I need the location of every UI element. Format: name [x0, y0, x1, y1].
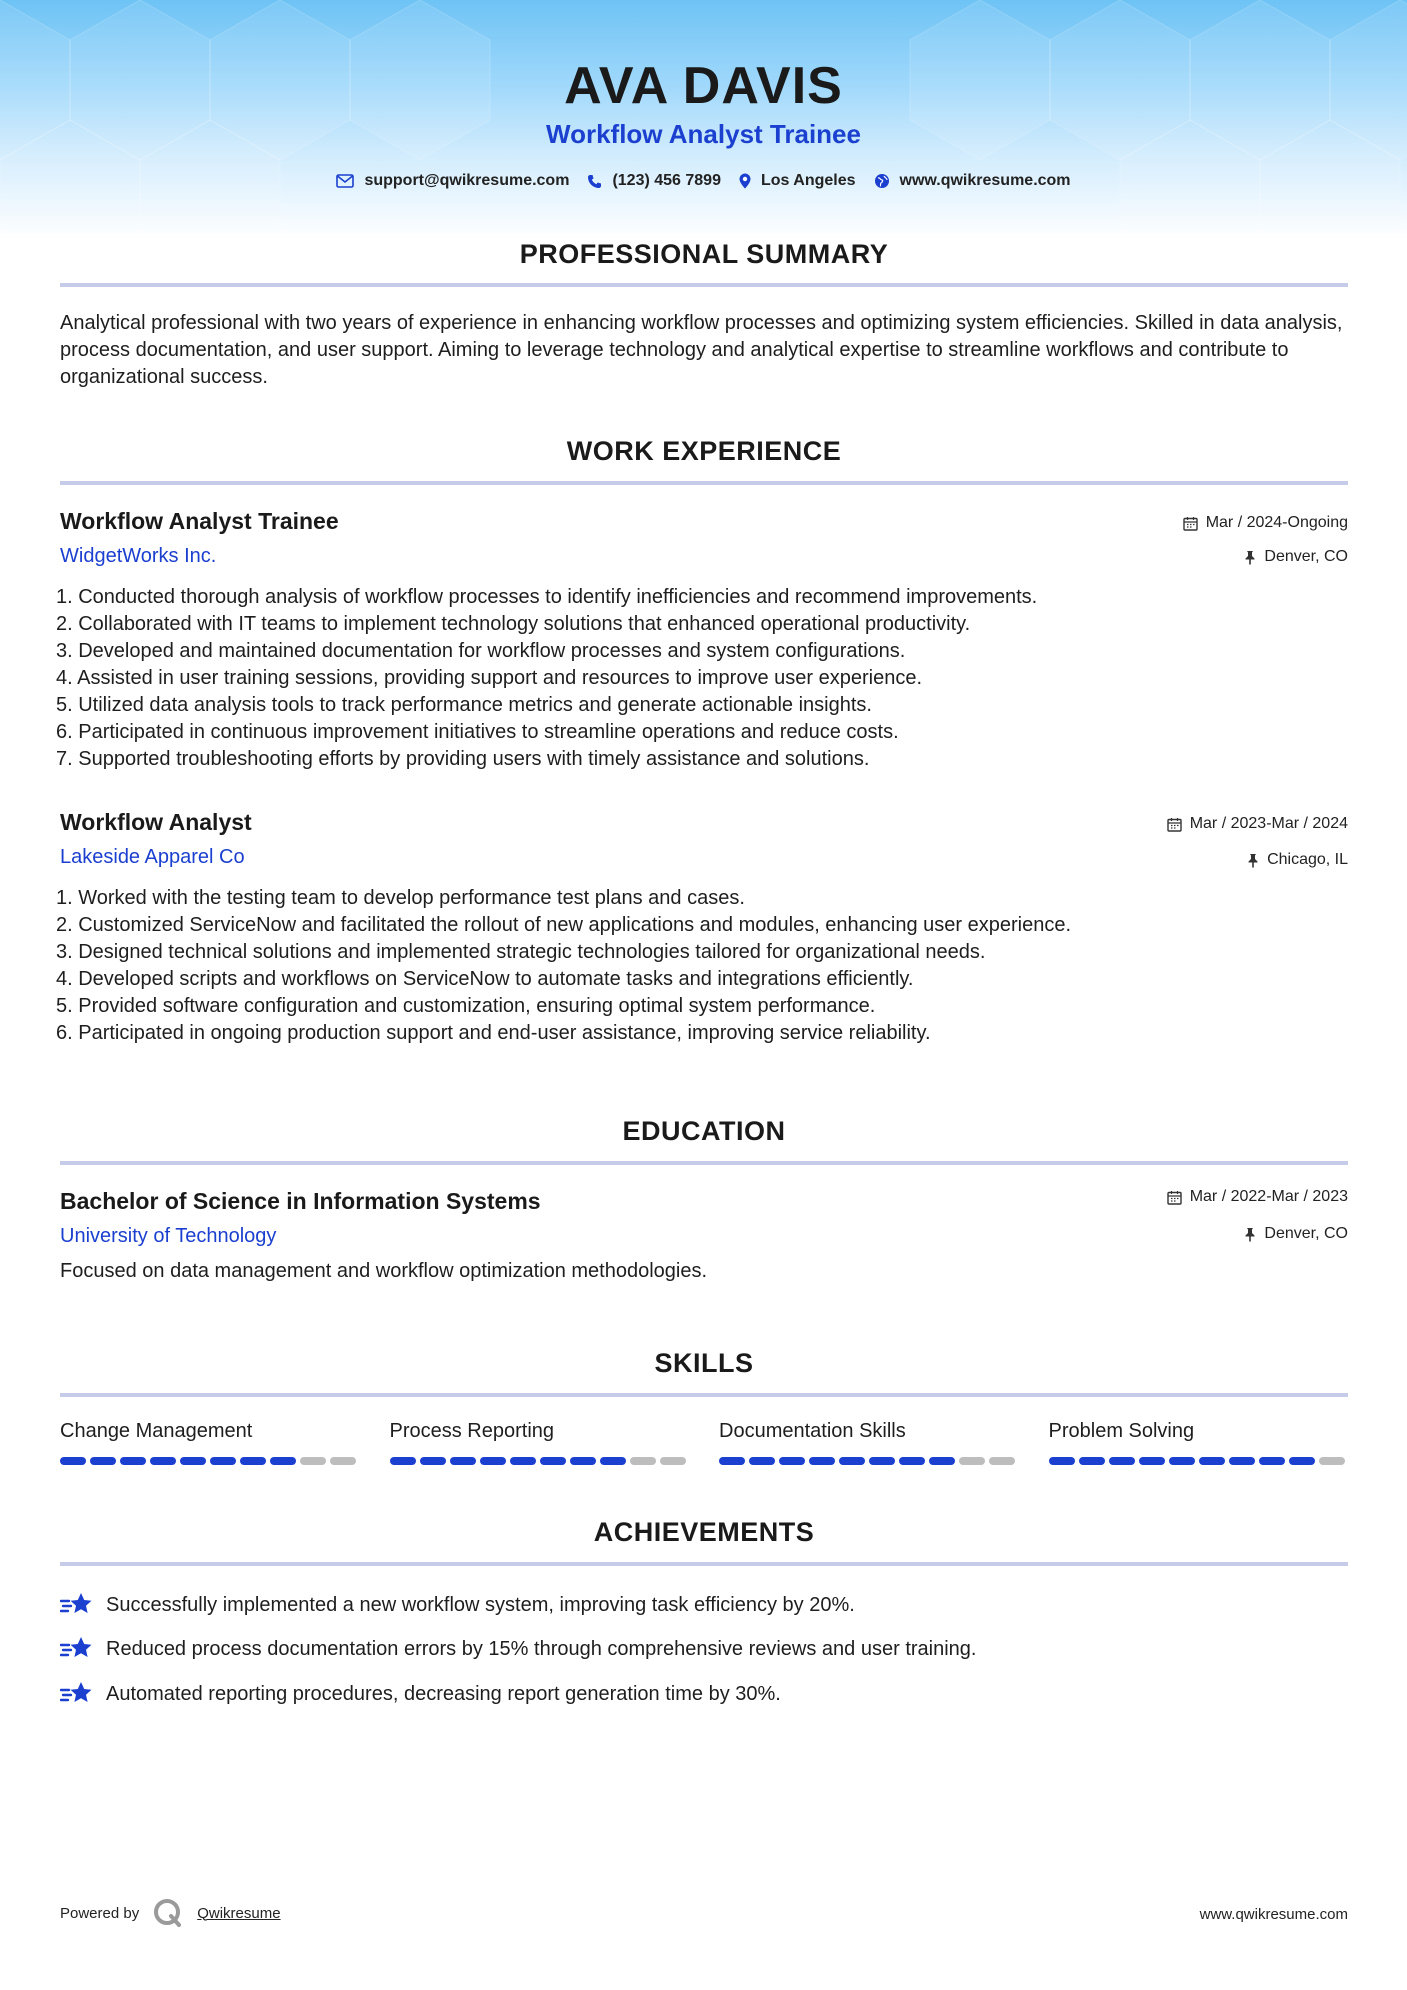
skill-segment-filled — [1289, 1457, 1315, 1465]
skill-segment-empty — [660, 1457, 686, 1465]
education-dates-text: Mar / 2022-Mar / 2023 — [1189, 1188, 1348, 1205]
skill-segment-empty — [959, 1457, 985, 1465]
achievement-item — [60, 1679, 1348, 1709]
skill-segment-filled — [1259, 1457, 1285, 1465]
summary-heading: PROFESSIONAL SUMMARY — [519, 239, 889, 269]
candidate-role: Workflow Analyst Trainee — [546, 119, 861, 150]
job-title: Workflow Analyst Trainee — [60, 508, 339, 534]
list-item: 3. Designed technical solutions and implemented strategic technologies tailored for organizational needs. — [56, 941, 986, 963]
education-heading: EDUCATION — [622, 1116, 786, 1146]
skill-level-bar — [719, 1457, 1019, 1465]
skill-segment-filled — [120, 1457, 146, 1465]
skill-level-bar — [60, 1457, 360, 1465]
list-item: 5. Provided software configuration and customization, ensuring optimal system performance. — [56, 995, 876, 1017]
skill-segment-filled — [90, 1457, 116, 1465]
list-item: 5. Utilized data analysis tools to track performance metrics and generate actionable insights. — [56, 694, 872, 716]
contact-email[interactable] — [336, 172, 569, 190]
skill-segment-filled — [899, 1457, 925, 1465]
list-item: 4. Developed scripts and workflows on ServiceNow to automate tasks and integrations efficiently. — [56, 968, 914, 990]
achievements-heading: ACHIEVEMENTS — [593, 1517, 815, 1547]
skill-segment-filled — [480, 1457, 506, 1465]
list-item: 2. Customized ServiceNow and facilitated the rollout of new applications and modules, enhancing user experience. — [56, 914, 1072, 936]
education-dates — [1167, 1188, 1348, 1206]
list-item: 6. Participated in ongoing production support and end-user assistance, improving service reliability. — [56, 1022, 931, 1044]
skill-segment-filled — [60, 1457, 86, 1465]
skill-segment-filled — [390, 1457, 416, 1465]
job-dates-text: Mar / 2024-Ongoing — [1205, 514, 1348, 531]
education-description: Focused on data management and workflow optimization methodologies. — [60, 1260, 708, 1282]
shooting-star-icon — [60, 1590, 94, 1620]
summary-text: Analytical professional with two years of experience in enhancing workflow processes and optimizing system efficiencies. Skilled in data analysis, process documentation, and user support. Aiming to leverage technology and analytical expertise to streamline workflows and contribute to organizational success. — [60, 312, 1343, 388]
skill-segment-filled — [749, 1457, 775, 1465]
school-name: University of Technology — [60, 1225, 277, 1247]
qwikresume-logo-icon — [153, 1898, 183, 1928]
pushpin-icon — [1244, 1227, 1256, 1242]
skill-segment-filled — [180, 1457, 206, 1465]
achievement-text: Reduced process documentation errors by 15% through comprehensive reviews and user training. — [106, 1637, 977, 1660]
skill-item — [719, 1420, 1019, 1465]
skill-level-bar — [1049, 1457, 1349, 1465]
education-location — [1244, 1225, 1348, 1243]
skill-name: Documentation Skills — [719, 1420, 906, 1442]
skill-segment-filled — [1139, 1457, 1165, 1465]
skill-segment-filled — [869, 1457, 895, 1465]
footer-website[interactable]: www.qwikresume.com — [1199, 1906, 1348, 1923]
skill-segment-filled — [929, 1457, 955, 1465]
skill-segment-filled — [839, 1457, 865, 1465]
calendar-icon — [1183, 516, 1198, 531]
achievement-text: Automated reporting procedures, decreasing report generation time by 30%. — [106, 1682, 781, 1705]
degree-title: Bachelor of Science in Information Systems — [60, 1188, 541, 1214]
pushpin-icon — [1244, 550, 1256, 565]
list-item: 3. Developed and maintained documentation for workflow processes and system configurations. — [56, 640, 906, 662]
resume-header — [0, 0, 1407, 190]
skill-segment-filled — [240, 1457, 266, 1465]
list-item: 7. Supported troubleshooting efforts by providing users with timely assistance and solutions. — [56, 748, 870, 770]
job-dates-text: Mar / 2023-Mar / 2024 — [1189, 815, 1348, 832]
achievement-item — [60, 1634, 1348, 1664]
experience-heading: WORK EXPERIENCE — [566, 436, 842, 466]
footer-brand-link[interactable]: Qwikresume — [197, 1904, 281, 1922]
list-item: 4. Assisted in user training sessions, providing support and resources to improve user experience. — [56, 667, 923, 689]
summary-divider — [60, 283, 1348, 287]
education-location-text: Denver, CO — [1264, 1225, 1348, 1242]
achievement-item — [60, 1590, 1348, 1620]
skill-segment-empty — [330, 1457, 356, 1465]
list-item: 1. Worked with the testing team to develop performance test plans and cases. — [56, 887, 745, 909]
job-location-text: Chicago, IL — [1267, 851, 1348, 868]
skill-segment-empty — [989, 1457, 1015, 1465]
phone-icon — [587, 174, 602, 189]
skill-level-bar — [390, 1457, 690, 1465]
list-item: 6. Participated in continuous improvement initiatives to streamline operations and reduce costs. — [56, 721, 899, 743]
shooting-star-icon — [60, 1679, 94, 1709]
skill-segment-filled — [270, 1457, 296, 1465]
job-title: Workflow Analyst — [60, 809, 252, 835]
contact-phone[interactable] — [587, 172, 721, 190]
skill-segment-filled — [510, 1457, 536, 1465]
job-location-text: Denver, CO — [1264, 548, 1348, 565]
footer-powered-by — [60, 1898, 281, 1928]
pushpin-icon — [1247, 853, 1259, 868]
calendar-icon — [1167, 1190, 1182, 1205]
candidate-name: AVA DAVIS — [564, 57, 843, 115]
contact-location — [739, 172, 856, 190]
skills-heading: SKILLS — [654, 1348, 754, 1378]
experience-divider — [60, 481, 1348, 485]
job-dates — [1183, 514, 1348, 532]
shooting-star-icon — [60, 1634, 94, 1664]
job-entry — [56, 809, 1348, 1047]
skill-segment-filled — [1229, 1457, 1255, 1465]
skill-segment-filled — [570, 1457, 596, 1465]
education-entry — [60, 1188, 1348, 1283]
job-entry — [56, 508, 1348, 773]
contact-row — [0, 172, 1407, 190]
skill-segment-filled — [1199, 1457, 1225, 1465]
skill-segment-filled — [450, 1457, 476, 1465]
skill-segment-filled — [1049, 1457, 1075, 1465]
phone-text: (123) 456 7899 — [612, 172, 721, 190]
education-divider — [60, 1161, 1348, 1165]
skill-segment-empty — [300, 1457, 326, 1465]
job-location — [1247, 851, 1348, 869]
skill-name: Problem Solving — [1048, 1420, 1195, 1442]
skill-segment-filled — [809, 1457, 835, 1465]
list-item: 2. Collaborated with IT teams to implement technology solutions that enhanced operational productivity. — [56, 613, 971, 635]
job-bullets — [56, 584, 1348, 773]
achievements-divider — [60, 1562, 1348, 1566]
job-dates — [1167, 815, 1348, 833]
job-location — [1244, 548, 1348, 566]
skill-item — [60, 1420, 360, 1465]
skill-segment-filled — [210, 1457, 236, 1465]
contact-website[interactable] — [874, 172, 1071, 190]
skill-segment-filled — [540, 1457, 566, 1465]
powered-by-label: Powered by — [60, 1904, 140, 1922]
skill-segment-filled — [1169, 1457, 1195, 1465]
email-text: support@qwikresume.com — [364, 172, 570, 190]
skill-item — [390, 1420, 690, 1465]
skills-divider — [60, 1393, 1348, 1397]
mail-icon — [336, 174, 354, 188]
job-bullets — [56, 885, 1348, 1047]
skill-name: Process Reporting — [389, 1420, 555, 1442]
skill-segment-filled — [420, 1457, 446, 1465]
skill-segment-filled — [150, 1457, 176, 1465]
skill-segment-empty — [630, 1457, 656, 1465]
skill-segment-filled — [600, 1457, 626, 1465]
achievement-text: Successfully implemented a new workflow system, improving task efficiency by 20%. — [106, 1593, 855, 1616]
globe-icon — [874, 173, 890, 189]
skills-grid — [60, 1420, 1348, 1465]
job-company: WidgetWorks Inc. — [60, 545, 217, 567]
job-company: Lakeside Apparel Co — [60, 846, 245, 868]
list-item: 1. Conducted thorough analysis of workflow processes to identify inefficiencies and recommend improvements. — [56, 586, 1038, 608]
skill-segment-filled — [779, 1457, 805, 1465]
skill-name: Change Management — [60, 1420, 253, 1442]
skill-segment-filled — [719, 1457, 745, 1465]
calendar-icon — [1167, 817, 1182, 832]
map-pin-icon — [739, 173, 751, 189]
website-text: www.qwikresume.com — [899, 172, 1071, 190]
skill-segment-filled — [1109, 1457, 1135, 1465]
skill-segment-filled — [1079, 1457, 1105, 1465]
location-text: Los Angeles — [760, 172, 856, 190]
skill-segment-empty — [1319, 1457, 1345, 1465]
skill-item — [1049, 1420, 1349, 1465]
